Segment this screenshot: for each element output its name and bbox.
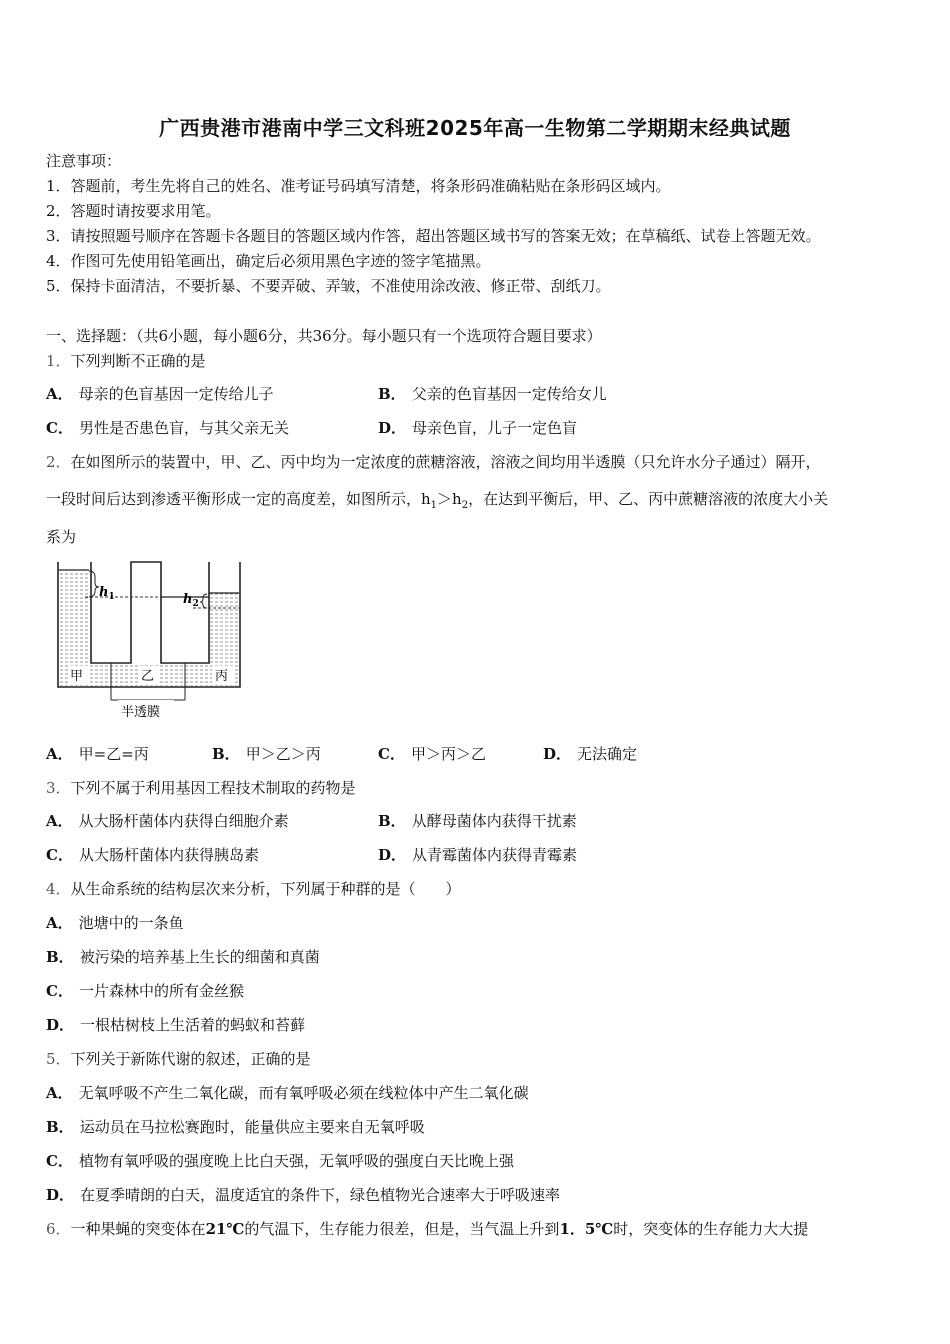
question-stem: 下列关于新陈代谢的叙述，正确的是 bbox=[70, 1050, 311, 1068]
option-text: 男性是否患色盲，与其父亲无关 bbox=[78, 419, 289, 437]
subscript: 2 bbox=[461, 500, 469, 511]
solution-bing-column bbox=[209, 593, 239, 663]
option-letter: A． bbox=[46, 385, 73, 403]
question-1 bbox=[46, 351, 206, 371]
option-text: 甲＞乙＞丙 bbox=[245, 745, 321, 763]
option-text: 父亲的色盲基因一定传给女儿 bbox=[411, 385, 607, 403]
option-text: 母亲的色盲基因一定传给儿子 bbox=[78, 385, 274, 403]
temperature-value: 1．5℃ bbox=[559, 1220, 614, 1238]
q1-option-b[interactable] bbox=[378, 384, 607, 404]
q1-option-c[interactable] bbox=[46, 418, 289, 438]
q3-option-b[interactable] bbox=[378, 811, 577, 831]
option-text: 从大肠杆菌体内获得白细胞介素 bbox=[78, 812, 289, 830]
option-letter: D． bbox=[378, 419, 407, 437]
q3-option-c[interactable] bbox=[46, 845, 259, 865]
q3-option-d[interactable] bbox=[378, 845, 577, 865]
q2-option-a[interactable] bbox=[46, 744, 149, 764]
q2-option-d[interactable] bbox=[543, 744, 637, 764]
q1-option-a[interactable] bbox=[46, 384, 274, 404]
option-letter: B． bbox=[378, 812, 406, 830]
option-letter: A． bbox=[46, 914, 73, 932]
note-item: 3．请按照题号顺序在答题卡各题目的答题区域内作答，超出答题区域书写的答案无效；在草稿纸、试卷上答题无效。 bbox=[46, 227, 821, 245]
option-text: 从酵母菌体内获得干扰素 bbox=[411, 812, 577, 830]
q3-option-a[interactable] bbox=[46, 811, 289, 831]
option-letter: A． bbox=[46, 1084, 73, 1102]
page-title: 广西贵港市港南中学三文科班2025年高一生物第二学期期末经典试题 bbox=[159, 116, 791, 140]
option-letter: B． bbox=[46, 948, 74, 966]
option-text: 一片森林中的所有金丝猴 bbox=[78, 982, 244, 1000]
q4-option-d[interactable] bbox=[46, 1015, 305, 1035]
question-number: 2． bbox=[46, 453, 71, 471]
question-2 bbox=[46, 452, 821, 472]
question-stem: 一种果蝇的突变体在 bbox=[70, 1220, 206, 1238]
option-text: 被污染的培养基上生长的细菌和真菌 bbox=[79, 948, 320, 966]
q5-option-d[interactable] bbox=[46, 1185, 560, 1205]
chamber-bing-label: 丙 bbox=[215, 669, 229, 684]
osmosis-apparatus-figure bbox=[55, 560, 245, 725]
option-text: 池塘中的一条鱼 bbox=[78, 914, 184, 932]
option-letter: D． bbox=[46, 1186, 75, 1204]
question-number: 4． bbox=[46, 880, 71, 898]
question-number: 5． bbox=[46, 1050, 71, 1068]
question-stem: 一段时间后达到渗透平衡形成一定的高度差，如图所示，h bbox=[46, 490, 431, 508]
q2-option-b[interactable] bbox=[212, 744, 321, 764]
question-2-line-2 bbox=[46, 489, 828, 516]
option-text: 无法确定 bbox=[577, 745, 638, 763]
note-item: 4．作图可先使用铅笔画出，确定后必须用黑色字迹的签字笔描黑。 bbox=[46, 252, 491, 270]
q4-option-a[interactable] bbox=[46, 913, 184, 933]
q5-option-c[interactable] bbox=[46, 1151, 514, 1171]
subscript: 1 bbox=[430, 500, 438, 511]
notes-heading: 注意事项： bbox=[46, 152, 122, 170]
option-letter: D． bbox=[46, 1016, 75, 1034]
chamber-yi-label: 乙 bbox=[141, 669, 155, 684]
q5-option-b[interactable] bbox=[46, 1117, 425, 1137]
q4-option-b[interactable] bbox=[46, 947, 320, 967]
note-item: 5．保持卡面清洁，不要折暴、不要弄破、弄皱，不准使用涂改液、修正带、刮纸刀。 bbox=[46, 277, 611, 295]
q2-option-c[interactable] bbox=[378, 744, 486, 764]
option-letter: A． bbox=[46, 812, 73, 830]
question-5 bbox=[46, 1049, 311, 1069]
q4-option-c[interactable] bbox=[46, 981, 244, 1001]
question-4 bbox=[46, 879, 461, 899]
question-stem: ，在达到平衡后，甲、乙、丙中蔗糖溶液的浓度大小关 bbox=[468, 490, 829, 508]
h1-label: $h_1$ bbox=[99, 585, 115, 602]
option-letter: D． bbox=[543, 745, 572, 763]
question-2-line-3: 系为 bbox=[46, 528, 77, 546]
question-stem: 下列不属于利用基因工程技术制取的药物是 bbox=[70, 779, 356, 797]
note-item: 1．答题前，考生先将自己的姓名、准考证号码填写清楚，将条形码准确粘贴在条形码区域内。 bbox=[46, 177, 671, 195]
option-text: 无氧呼吸不产生二氧化碳，而有氧呼吸必须在线粒体中产生二氧化碳 bbox=[78, 1084, 529, 1102]
q5-option-a[interactable] bbox=[46, 1083, 529, 1103]
option-letter: D． bbox=[378, 846, 407, 864]
question-6 bbox=[46, 1219, 808, 1239]
section-heading: 一、选择题：（共6小题，每小题6分，共36分。每小题只有一个选项符合题目要求） bbox=[46, 327, 602, 345]
option-letter: C． bbox=[46, 982, 73, 1000]
question-stem: 从生命系统的结构层次来分析，下列属于种群的是（ ） bbox=[70, 880, 461, 898]
question-stem: 在如图所示的装置中，甲、乙、丙中均为一定浓度的蔗糖溶液，溶液之间均用半透膜（只允许水分子通过）隔开， bbox=[70, 453, 821, 471]
option-letter: C． bbox=[378, 745, 405, 763]
option-text: 从大肠杆菌体内获得胰岛素 bbox=[78, 846, 259, 864]
question-stem: 的气温下，生存能力很差，但是，当气温上升到 bbox=[244, 1220, 560, 1238]
h2-label: $h_2$ bbox=[183, 592, 199, 609]
membrane-label: 半透膜 bbox=[121, 705, 161, 720]
question-stem: 下列判断不正确的是 bbox=[70, 352, 206, 370]
question-3 bbox=[46, 778, 356, 798]
option-letter: C． bbox=[46, 1152, 73, 1170]
option-letter: B． bbox=[378, 385, 406, 403]
question-number: 6． bbox=[46, 1220, 71, 1238]
temperature-value: 21℃ bbox=[205, 1220, 245, 1238]
option-text: 植物有氧呼吸的强度晚上比白天强，无氧呼吸的强度白天比晚上强 bbox=[78, 1152, 514, 1170]
question-stem: ＞h bbox=[437, 490, 462, 508]
partition-walls bbox=[91, 562, 209, 663]
note-item: 2．答题时请按要求用笔。 bbox=[46, 202, 221, 220]
question-number: 3． bbox=[46, 779, 71, 797]
q1-option-d[interactable] bbox=[378, 418, 577, 438]
option-letter: B． bbox=[46, 1118, 74, 1136]
option-letter: A． bbox=[46, 745, 73, 763]
question-number: 1． bbox=[46, 352, 71, 370]
option-text: 从青霉菌体内获得青霉素 bbox=[412, 846, 578, 864]
option-text: 甲=乙=丙 bbox=[78, 745, 149, 763]
question-stem: 时，突变体的生存能力大大提 bbox=[613, 1220, 809, 1238]
option-text: 运动员在马拉松赛跑时，能量供应主要来自无氧呼吸 bbox=[79, 1118, 425, 1136]
option-letter: C． bbox=[46, 419, 73, 437]
option-letter: B． bbox=[212, 745, 240, 763]
option-text: 一根枯树枝上生活着的蚂蚁和苔藓 bbox=[80, 1016, 306, 1034]
option-text: 母亲色盲，儿子一定色盲 bbox=[412, 419, 578, 437]
option-letter: C． bbox=[46, 846, 73, 864]
option-text: 在夏季晴朗的白天，温度适宜的条件下，绿色植物光合速率大于呼吸速率 bbox=[80, 1186, 561, 1204]
chamber-jia-label: 甲 bbox=[70, 669, 84, 684]
option-text: 甲＞丙＞乙 bbox=[410, 745, 486, 763]
solution-jia-column bbox=[59, 570, 89, 663]
